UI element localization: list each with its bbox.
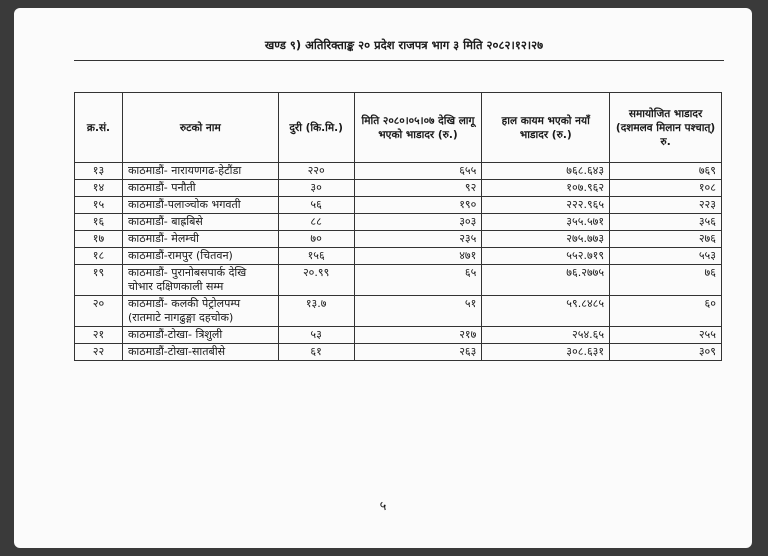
cell-route: काठमाडौं- पुरानोबसपार्क देखि चोभार दक्षिणकाली सम्म <box>122 265 278 296</box>
cell-route: काठमाडौं- पनौती <box>122 180 278 197</box>
cell-old-fare: ९२ <box>354 180 482 197</box>
table-row <box>75 163 722 180</box>
cell-adjusted-fare: ६० <box>610 296 722 327</box>
cell-distance: ३० <box>278 180 354 197</box>
cell-route: काठमाडौं-पलाञ्चोक भगवती <box>122 197 278 214</box>
table-row <box>75 265 722 296</box>
cell-adjusted-fare: ३०९ <box>610 344 722 361</box>
cell-new-fare: २२२.९६५ <box>482 197 610 214</box>
cell-distance: २०.९९ <box>278 265 354 296</box>
table-row <box>75 344 722 361</box>
cell-sn: १७ <box>75 231 123 248</box>
cell-old-fare: २३५ <box>354 231 482 248</box>
cell-sn: १८ <box>75 248 123 265</box>
cell-old-fare: २६३ <box>354 344 482 361</box>
cell-adjusted-fare: ७६९ <box>610 163 722 180</box>
col-header-old-fare: मिति २०८०।०५।०७ देखि लागू भएको भाडादर (रु.) <box>354 93 482 163</box>
cell-distance: ८८ <box>278 214 354 231</box>
cell-adjusted-fare: ३५६ <box>610 214 722 231</box>
table-row <box>75 180 722 197</box>
cell-sn: २१ <box>75 327 123 344</box>
cell-distance: ६१ <box>278 344 354 361</box>
table-row <box>75 327 722 344</box>
cell-sn: १९ <box>75 265 123 296</box>
cell-distance: २२० <box>278 163 354 180</box>
cell-sn: २० <box>75 296 123 327</box>
table-header-row <box>75 93 722 163</box>
cell-route: काठमाडौं- मेलम्ची <box>122 231 278 248</box>
cell-old-fare: ६५५ <box>354 163 482 180</box>
table-row <box>75 214 722 231</box>
table-row <box>75 248 722 265</box>
col-header-adjusted-fare: समायोजित भाडादर (दशमलव मिलान पश्चात्) रु. <box>610 93 722 163</box>
cell-adjusted-fare: ५५३ <box>610 248 722 265</box>
fare-rate-table <box>74 92 722 361</box>
cell-new-fare: ७६८.६४३ <box>482 163 610 180</box>
cell-route: काठमाडौं- बाह्रबिसे <box>122 214 278 231</box>
cell-distance: ७० <box>278 231 354 248</box>
cell-adjusted-fare: १०८ <box>610 180 722 197</box>
cell-adjusted-fare: २२३ <box>610 197 722 214</box>
table-row <box>75 231 722 248</box>
cell-new-fare: ५९.८४८५ <box>482 296 610 327</box>
cell-new-fare: २५४.६५ <box>482 327 610 344</box>
cell-distance: १५६ <box>278 248 354 265</box>
cell-old-fare: ५१ <box>354 296 482 327</box>
col-header-new-fare: हाल कायम भएको नयाँ भाडादर (रु.) <box>482 93 610 163</box>
cell-old-fare: ३०३ <box>354 214 482 231</box>
cell-new-fare: ३०८.६३१ <box>482 344 610 361</box>
cell-route: काठमाडौं-रामपुर (चितवन) <box>122 248 278 265</box>
cell-adjusted-fare: २५५ <box>610 327 722 344</box>
cell-sn: २२ <box>75 344 123 361</box>
cell-route: काठमाडौं- नारायणगढ-हेटौंडा <box>122 163 278 180</box>
col-header-distance: दुरी (कि.मि.) <box>278 93 354 163</box>
cell-adjusted-fare: ७६ <box>610 265 722 296</box>
table-row <box>75 197 722 214</box>
cell-sn: १५ <box>75 197 123 214</box>
page-number: ५ <box>379 499 387 514</box>
cell-route: काठमाडौं-टोखा-सातबीसे <box>122 344 278 361</box>
cell-route: काठमाडौं- कलकी पेट्रोलपम्प (रातमाटे नागढुङ्गा दहचोक) <box>122 296 278 327</box>
cell-old-fare: ६५ <box>354 265 482 296</box>
cell-new-fare: ७६.२७७५ <box>482 265 610 296</box>
table-row <box>75 296 722 327</box>
cell-distance: ५६ <box>278 197 354 214</box>
cell-new-fare: ३५५.५७१ <box>482 214 610 231</box>
cell-old-fare: ४७१ <box>354 248 482 265</box>
cell-sn: १४ <box>75 180 123 197</box>
cell-new-fare: १०७.९६२ <box>482 180 610 197</box>
col-header-sn: क्र.सं. <box>75 93 123 163</box>
cell-route: काठमाडौं-टोखा- त्रिशुली <box>122 327 278 344</box>
document-page <box>14 8 752 548</box>
cell-old-fare: १९० <box>354 197 482 214</box>
cell-new-fare: ५५२.७१९ <box>482 248 610 265</box>
cell-distance: ५३ <box>278 327 354 344</box>
cell-old-fare: २१७ <box>354 327 482 344</box>
header-rule <box>74 60 724 61</box>
cell-adjusted-fare: २७६ <box>610 231 722 248</box>
cell-new-fare: २७५.७७३ <box>482 231 610 248</box>
col-header-route: रुटको नाम <box>122 93 278 163</box>
cell-sn: १३ <box>75 163 123 180</box>
cell-distance: १३.७ <box>278 296 354 327</box>
cell-sn: १६ <box>75 214 123 231</box>
gazette-header: खण्ड ९) अतिरिक्ताङ्क २० प्रदेश राजपत्र भाग ३ मिति २०८२।१२।२७ <box>264 38 544 52</box>
